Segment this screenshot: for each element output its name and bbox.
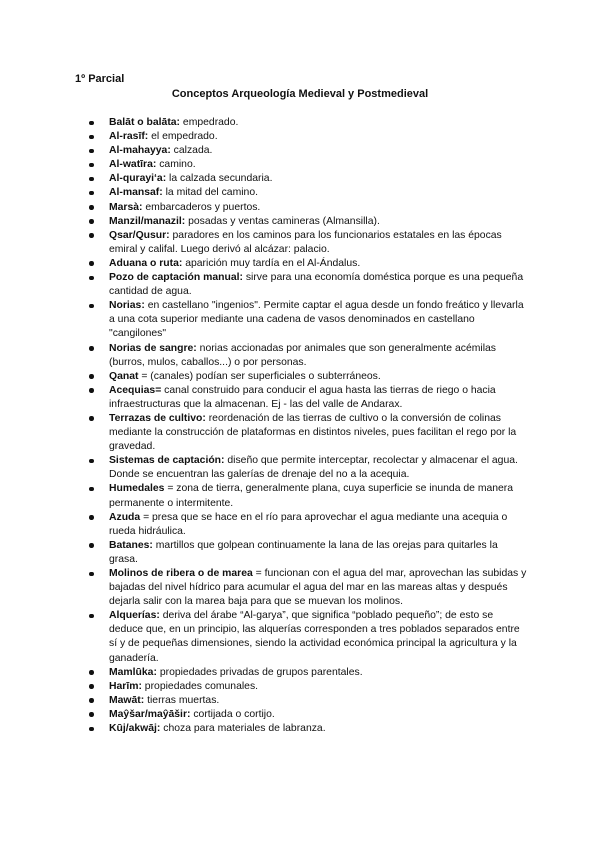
concept-item bbox=[89, 144, 529, 158]
concept-term: Al-qurayi‘a: bbox=[109, 173, 167, 185]
concept-item bbox=[89, 666, 529, 680]
concept-definition: posadas y ventas camineras (Almansilla). bbox=[185, 215, 380, 227]
concept-term: Azuda bbox=[109, 511, 141, 523]
concept-term: Al-watīra: bbox=[109, 159, 157, 171]
concept-item bbox=[89, 299, 529, 341]
concept-item bbox=[89, 271, 529, 299]
concept-item bbox=[89, 680, 529, 694]
concept-item bbox=[89, 116, 529, 130]
concept-definition: la mitad del camino. bbox=[162, 187, 258, 199]
concept-item bbox=[89, 201, 529, 215]
course-header: 1º Parcial bbox=[75, 73, 125, 85]
concept-item bbox=[89, 342, 529, 370]
concept-definition: = funcionan con el agua del mar, aprovechan las subidas y bajadas del nivel hídrico para acumular el agua del mar en las mareas altas y después dejarla salir con la marea baja para que se muevan los molinos. bbox=[109, 568, 527, 608]
concept-definition: calzada. bbox=[170, 145, 213, 157]
concept-item bbox=[89, 172, 529, 186]
concept-definition: aparición muy tardía en el Al-Ándalus. bbox=[182, 257, 361, 269]
concept-item bbox=[89, 215, 529, 229]
concept-term: Marsà: bbox=[109, 201, 143, 213]
concept-term: Qanat bbox=[109, 370, 139, 382]
concept-definition: el empedrado. bbox=[148, 131, 218, 143]
concept-definition: empedrado. bbox=[180, 117, 239, 128]
concept-term: Sistemas de captación: bbox=[109, 455, 225, 467]
concept-term: Aduana o ruta: bbox=[109, 257, 183, 269]
concept-term: Manzil/manazil: bbox=[109, 215, 186, 227]
concept-definition: tierras muertas. bbox=[144, 694, 220, 706]
concept-term: Norias: bbox=[109, 300, 145, 312]
concept-definition: embarcaderos y puertos. bbox=[142, 201, 261, 213]
concept-definition: canal construido para conducir el agua hasta las tierras de riego o hacia infraestructuras que la almacenan. Ej - las del valle de Andarax. bbox=[109, 384, 496, 410]
concept-term: Terrazas de cultivo: bbox=[109, 412, 206, 424]
concept-term: Qsar/Qusur: bbox=[109, 229, 170, 241]
concept-definition: = zona de tierra, generalmente plana, cuya superficie se inunda de manera permanente o intermitente. bbox=[109, 483, 514, 509]
concept-item bbox=[89, 708, 529, 722]
concept-term: Batanes: bbox=[109, 539, 153, 551]
concept-term: Acequias= bbox=[109, 384, 162, 396]
concept-term: Al-rasīf: bbox=[109, 131, 149, 143]
concept-definition: paradores en los caminos para los funcionarios estatales en las épocas emiral y califal. Luego derivó al alcázar: palacio. bbox=[109, 229, 502, 255]
document-title: Conceptos Arqueología Medieval y Postmedieval bbox=[171, 88, 429, 100]
concept-definition: martillos que golpean continuamente la lana de las orejas para quitarles la grasa. bbox=[109, 539, 498, 565]
concept-definition: sirve para una economía doméstica porque es una pequeña cantidad de agua. bbox=[109, 272, 524, 298]
concept-definition: norias accionadas por animales que son generalmente acémilas (burros, mulos, caballos...) o por personas. bbox=[109, 342, 496, 368]
concept-term: Alquerías: bbox=[109, 610, 160, 622]
concept-item bbox=[89, 539, 529, 567]
concept-term: Balāt o balāta: bbox=[109, 117, 181, 128]
concept-term: Molinos de ribera o de marea bbox=[109, 568, 253, 579]
concept-term: Al-mansaf: bbox=[109, 187, 163, 199]
concept-definition: deriva del árabe “Al-garya”, que significa “poblado pequeño”; de esto se deduce que, en un principio, las alquerías corresponden a tres poblados separados entre sí y de pequeñas dimensiones, siendo la actividad económica principal la agricultura y la ganadería. bbox=[109, 610, 520, 664]
concept-item bbox=[89, 567, 529, 609]
concept-definition: camino. bbox=[156, 159, 196, 171]
concept-item bbox=[89, 186, 529, 200]
concept-term: Al-mahayya: bbox=[109, 145, 171, 157]
concept-item bbox=[89, 130, 529, 144]
concept-definition: propiedades comunales. bbox=[141, 680, 259, 692]
concept-item bbox=[89, 158, 529, 172]
concept-definition: la calzada secundaria. bbox=[166, 173, 273, 185]
concept-definition: = presa que se hace en el río para aprovechar el agua mediante una acequia o rueda hidráulica. bbox=[109, 511, 508, 537]
concept-definition: choza para materiales de labranza. bbox=[160, 723, 326, 735]
concept-term: Mamlūka: bbox=[109, 666, 157, 678]
concept-term: Maŷšar/maŷāšir: bbox=[109, 708, 191, 720]
concept-item bbox=[89, 454, 529, 482]
concept-definition: propiedades privadas de grupos parentales. bbox=[156, 666, 363, 678]
concept-list bbox=[89, 116, 529, 736]
concept-term: Pozo de captación manual: bbox=[109, 272, 243, 284]
concept-item bbox=[89, 229, 529, 257]
concept-term: Kūj/akwāj: bbox=[109, 723, 161, 735]
concept-definition: diseño que permite interceptar, recolectar y almacenar el agua. Donde se encuentran las galerías de drenaje del no a la acequia. bbox=[109, 455, 518, 481]
concept-term: Humedales bbox=[109, 483, 165, 495]
concept-item bbox=[89, 370, 529, 384]
concept-item bbox=[89, 722, 529, 736]
concept-term: Norias de sangre: bbox=[109, 342, 197, 354]
concept-item bbox=[89, 482, 529, 510]
concept-definition: = (canales) podían ser superficiales o subterráneos. bbox=[138, 370, 381, 382]
concept-term: Mawāt: bbox=[109, 694, 145, 706]
concept-item bbox=[89, 257, 529, 271]
concept-item bbox=[89, 511, 529, 539]
concept-definition: cortijada o cortijo. bbox=[190, 708, 275, 720]
concept-term: Harīm: bbox=[109, 680, 142, 692]
concept-definition: reordenación de las tierras de cultivo o la conversión de colinas mediante la construcción de plataformas en distintos niveles, pues facilitan el rego por la gravedad. bbox=[109, 412, 517, 453]
concept-item bbox=[89, 694, 529, 708]
concept-item bbox=[89, 609, 529, 665]
concept-item bbox=[89, 412, 529, 454]
concept-item bbox=[89, 384, 529, 412]
concept-definition: en castellano "ingenios". Permite captar el agua desde un fondo freático y llevarla a una cota superior mediante una cadena de vasos denominados en castellano "cangilones" bbox=[109, 300, 524, 340]
